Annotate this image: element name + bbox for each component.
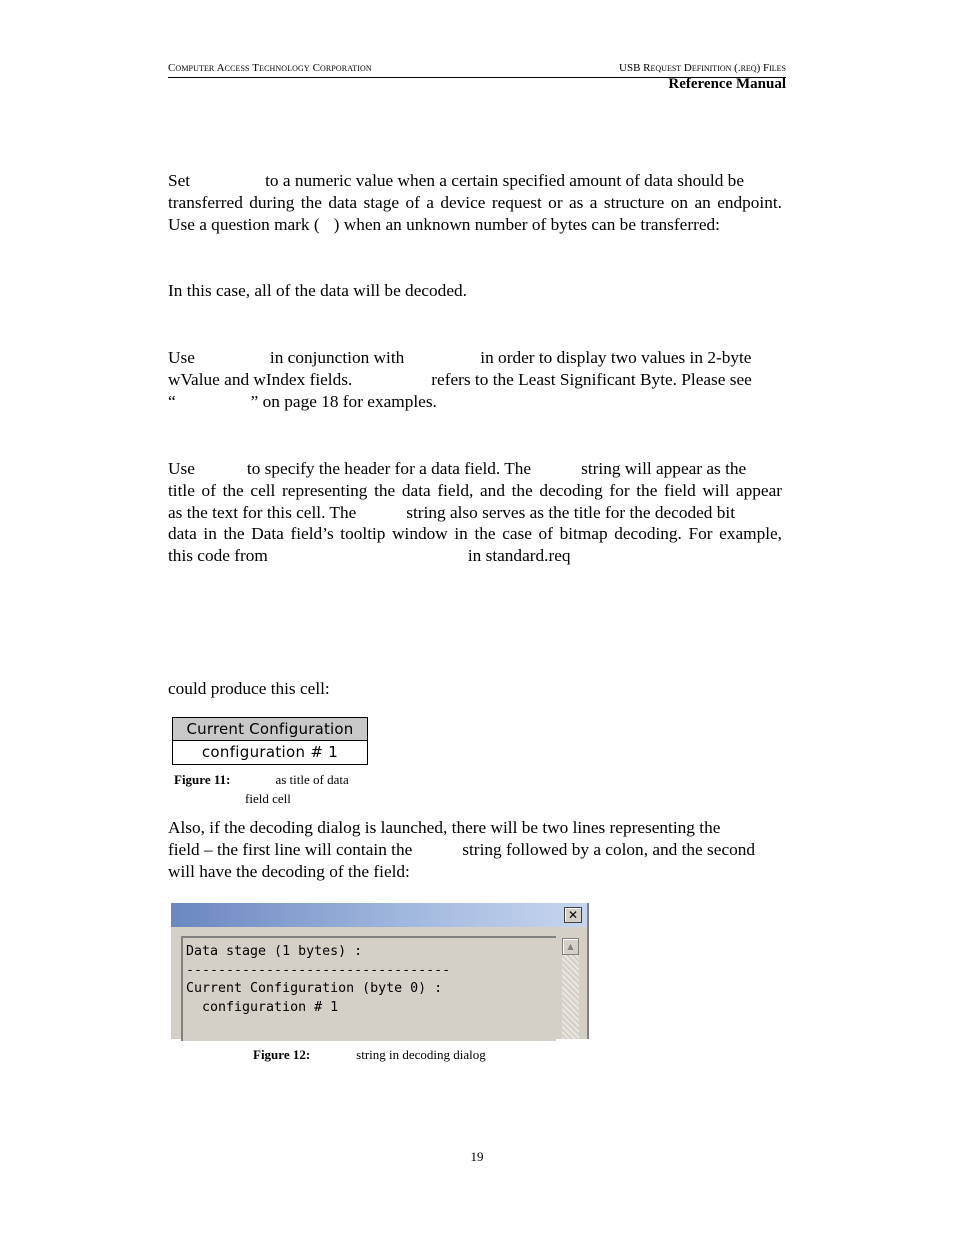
p1-line-3: Use a question mark ( ) when an unknown number of bytes can be transferred:	[168, 214, 720, 234]
dialog-line: configuration # 1	[186, 999, 339, 1015]
running-header-subtitle: Reference Manual	[668, 76, 786, 92]
figure-12-label: Figure 12:	[253, 1047, 311, 1062]
dialog-title-bar	[171, 903, 587, 927]
p6-line-2: field – the first line will contain the string followed by a colon, and the second	[168, 839, 756, 859]
figure-11-caption-line-2: field cell	[245, 791, 291, 806]
data-field-cell	[172, 717, 368, 765]
figure-11-caption-line-1	[174, 770, 349, 789]
figure-11-label: Figure 11:	[174, 772, 231, 787]
page-number: 19	[470, 1149, 484, 1164]
paragraph-byte-count	[168, 170, 782, 235]
figure-12-caption-text: string in decoding dialog	[356, 1047, 486, 1062]
paragraph-name-string	[168, 458, 782, 567]
p2-line-1: In this case, all of the data will be decoded.	[168, 281, 467, 300]
paragraph-lsb	[168, 347, 782, 412]
p3-line-2: wValue and wIndex fields. refers to the Least Significant Byte. Please see	[168, 369, 752, 389]
figure-12-caption	[253, 1045, 486, 1064]
p4-line-3: as the text for this cell. The string also serves as the title for the decoded bit	[168, 502, 736, 522]
scroll-up-arrow-icon[interactable]: ▲	[562, 938, 579, 955]
close-icon[interactable]: ✕	[564, 907, 582, 923]
cell-value: configuration # 1	[173, 741, 367, 764]
paragraph-decoding-dialog	[168, 817, 782, 882]
dialog-line: ---------------------------------	[186, 962, 451, 978]
dialog-text-area[interactable]	[181, 936, 556, 1041]
cell-title: Current Configuration	[173, 718, 367, 741]
decoding-dialog-screenshot	[171, 903, 589, 1039]
dialog-scrollbar[interactable]	[562, 938, 579, 1039]
p3-line-3: “ ” on page 18 for examples.	[168, 391, 437, 411]
dialog-text	[186, 943, 450, 1017]
p1-line-2: transferred during the data stage of a device request or as a structure on an endpoint.	[168, 192, 782, 212]
dialog-line: Data stage (1 bytes) :	[186, 944, 363, 959]
p6-line-3: will have the decoding of the field:	[168, 861, 410, 881]
running-header-right: USB Request Definition (.req) Files	[619, 62, 786, 74]
dialog-line: Current Configuration (byte 0) :	[186, 981, 443, 996]
p3-line-1: Use in conjunction with in order to display two values in 2-byte	[168, 348, 752, 367]
paragraph-decoded	[168, 280, 782, 302]
p4-line-1: Use to specify the header for a data field. The string will appear as the	[168, 459, 747, 478]
p5-line-1: could produce this cell:	[168, 679, 330, 698]
p4-line-5: this code from in standard.req	[168, 546, 571, 566]
figure-11-caption-text: as title of data	[275, 772, 349, 787]
p6-line-1: Also, if the decoding dialog is launched, there will be two lines representing the	[168, 818, 721, 837]
p1-line-1: Set to a numeric value when a certain specified amount of data should be	[168, 171, 744, 190]
paragraph-could-produce	[168, 678, 782, 700]
p4-line-4: data in the Data field’s tooltip window in the case of bitmap decoding. For example,	[168, 524, 782, 544]
p4-line-2: title of the cell representing the data field, and the decoding for the field will appear	[168, 480, 782, 500]
running-header-left: Computer Access Technology Corporation	[168, 62, 372, 74]
